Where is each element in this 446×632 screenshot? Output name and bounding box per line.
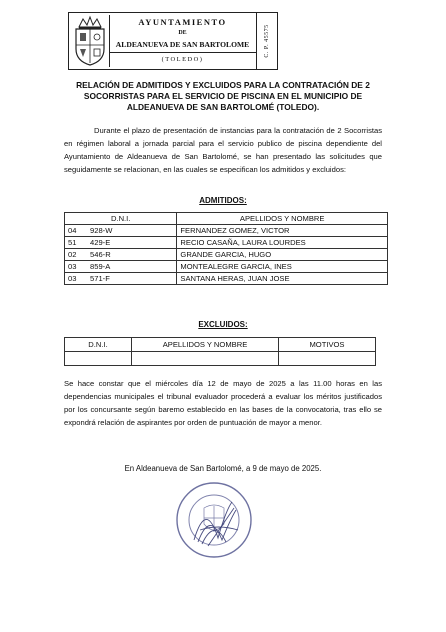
- closing-paragraph: Se hace constar que el miércoles día 12 de mayo de 2025 a las 11.00 horas en las dependencias municipales el tribunal evaluador procederá a evaluar los méritos justificados por los concursante según baremo establecido en las bases de la convocatoria, tras ello se expondrá relación de aspirantes por orden de puntuación de mayor a menor.: [64, 379, 382, 427]
- letterhead-divider: [109, 52, 256, 53]
- dni-cell: 51: [65, 237, 88, 249]
- motivos-column-header: MOTIVOS: [279, 338, 376, 352]
- name-cell: FERNANDEZ GOMEZ, VICTOR: [177, 225, 388, 237]
- signature-line: En Aldeanueva de San Bartolomé, a 9 de mayo de 2025.: [124, 464, 322, 473]
- admitidos-heading: ADMITIDOS:: [199, 196, 247, 205]
- postal-code: C. P. 45575: [264, 24, 270, 58]
- dni-cell: 02: [65, 249, 88, 261]
- table-cell: [132, 352, 279, 366]
- dni-cell: 03: [65, 273, 88, 285]
- letterhead-line-4: (TOLEDO): [161, 56, 204, 63]
- dni-cell: 571-F: [87, 273, 177, 285]
- admitidos-table-body: [65, 225, 388, 285]
- dni-column-header: D.N.I.: [65, 213, 177, 225]
- excluidos-table: [64, 337, 376, 366]
- postal-code-box: [256, 13, 277, 69]
- letterhead: [68, 12, 278, 70]
- dni-column-header: D.N.I.: [65, 338, 132, 352]
- table-row: [65, 261, 388, 273]
- coat-of-arms-icon: [71, 15, 110, 67]
- table-cell: [279, 352, 376, 366]
- dni-cell: 429-E: [87, 237, 177, 249]
- admitidos-table: [64, 212, 388, 285]
- intro-paragraph: Durante el plazo de presentación de instancias para la contratación de 2 Socorristas en régimen laboral a jornada parcial para el servicio publico de piscina dependiente del Ayuntamiento de Aldeanueva de San Bartolomé, se han presentado las solicitudes que seguidamente se relacionan, en las cuales se especifican los admitidos y excluidos:: [64, 126, 382, 174]
- dni-cell: 546-R: [87, 249, 177, 261]
- admitidos-header-row: [65, 213, 388, 225]
- table-row: [65, 249, 388, 261]
- name-cell: MONTEALEGRE GARCIA, INES: [177, 261, 388, 273]
- excluidos-header-row: [65, 338, 376, 352]
- table-row: [65, 237, 388, 249]
- dni-cell: 928-W: [87, 225, 177, 237]
- letterhead-line-3: ALDEANUEVA DE SAN BARTOLOME: [115, 40, 250, 49]
- dni-cell: 859-A: [87, 261, 177, 273]
- dni-cell: 03: [65, 261, 88, 273]
- document-title: RELACIÓN DE ADMITIDOS Y EXCLUIDOS PARA LA CONTRATACIÓN DE 2 SOCORRISTAS PARA EL SERVICIO DE PISCINA EN EL MUNICIPIO DE ALDEANUEVA DE SAN BARTOLOMÉ (TOLEDO).: [76, 80, 370, 112]
- official-seal-stamp: [174, 480, 254, 560]
- table-row: [65, 273, 388, 285]
- excluidos-empty-row: [65, 352, 376, 366]
- name-column-header: APELLIDOS Y NOMBRE: [132, 338, 279, 352]
- letterhead-line-1: AYUNTAMIENTO: [138, 17, 227, 27]
- name-column-header: APELLIDOS Y NOMBRE: [177, 213, 388, 225]
- dni-cell: 04: [65, 225, 88, 237]
- table-row: [65, 225, 388, 237]
- letterhead-line-2: DE: [178, 30, 187, 36]
- name-cell: GRANDE GARCIA, HUGO: [177, 249, 388, 261]
- excluidos-heading: EXCLUIDOS:: [198, 320, 248, 329]
- name-cell: RECIO CASAÑA, LAURA LOURDES: [177, 237, 388, 249]
- table-cell: [65, 352, 132, 366]
- name-cell: SANTANA HERAS, JUAN JOSE: [177, 273, 388, 285]
